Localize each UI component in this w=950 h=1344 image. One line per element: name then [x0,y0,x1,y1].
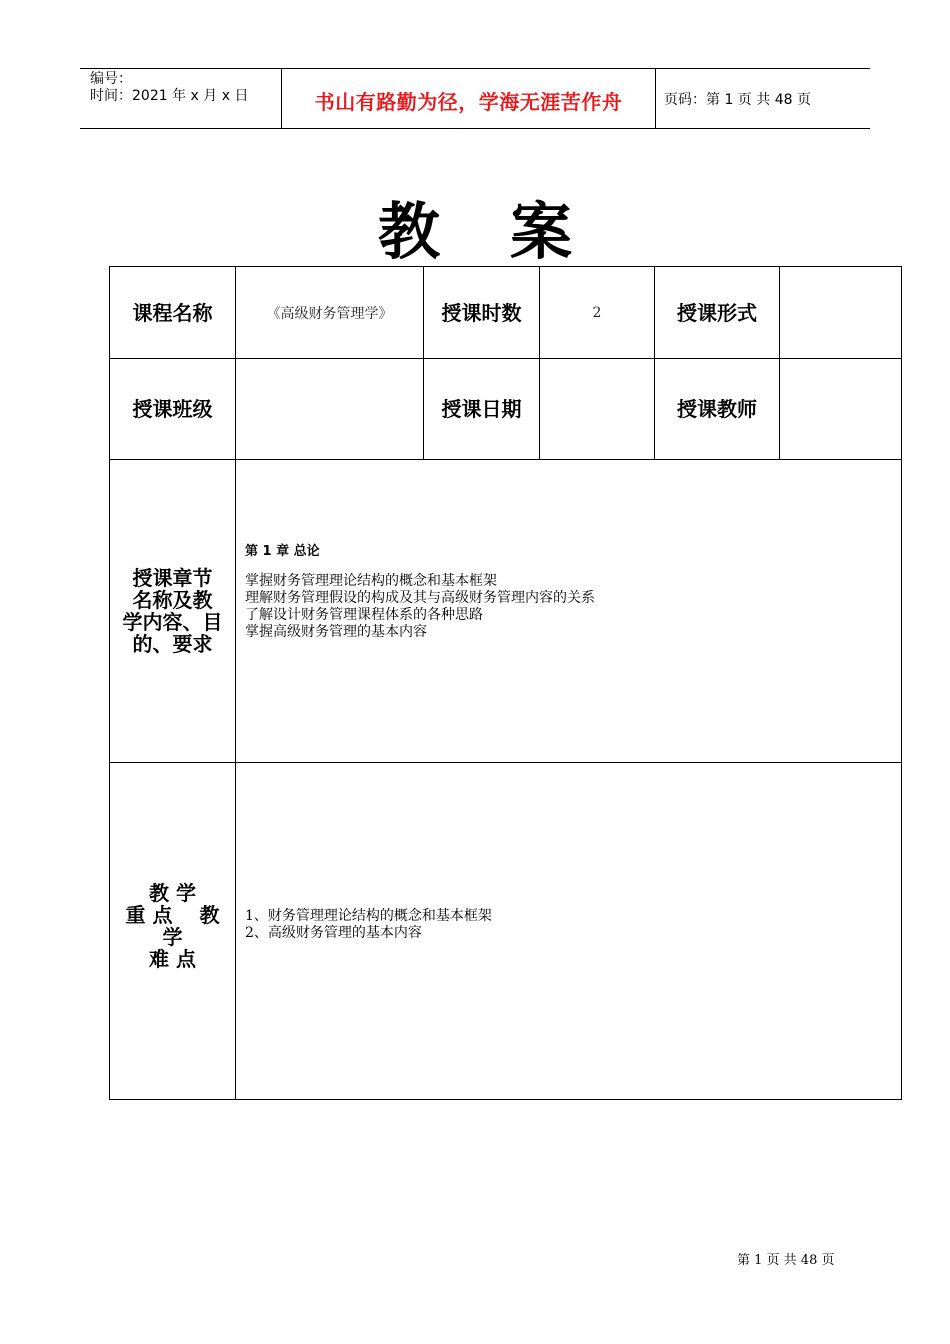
table-row [110,763,902,1100]
key-label-line: 学 [162,925,183,949]
chapter-label-line: 学内容、目 [122,610,223,634]
chapter-content-cell [236,460,902,763]
list-item: 1、财务管理理论结构的概念和基本框架 [245,908,492,924]
chapter-label-cell [110,460,236,763]
form-label: 授课形式 [655,267,780,359]
document-title: 教案 [377,195,642,268]
table-row [110,359,902,460]
key-label-cell [110,763,236,1100]
key-label-line: 重 点 教 [125,903,220,927]
table-row [110,460,902,763]
key-points-list [245,908,901,942]
header-top-rule [80,68,870,69]
course-name-value: 《高级财务管理学》 [236,267,424,359]
time-label: 时间：2021 年 x 月 x 日 [90,88,249,104]
list-item: 2、高级财务管理的基本内容 [245,925,422,941]
course-name-label: 课程名称 [110,267,236,359]
key-points-label [110,882,235,970]
chapter-label [110,567,235,655]
class-value [236,359,424,460]
chapter-title: 第 1 章 总论 [245,544,320,559]
date-label: 授课日期 [424,359,540,460]
header-bottom-rule [80,128,870,129]
serial-label: 编号： [90,71,132,87]
footer-page-number: 第 1 页 共 48 页 [737,1253,835,1268]
key-label-line: 难 点 [149,947,196,971]
teacher-label: 授课教师 [655,359,780,460]
list-item: 了解设计财务管理课程体系的各种思路 [245,607,483,623]
class-label: 授课班级 [110,359,236,460]
objectives-list [245,573,901,641]
hours-label: 授课时数 [424,267,540,359]
header-divider-2 [655,69,656,129]
date-value [540,359,655,460]
header-motto: 书山有路勤为径，学海无涯苦作舟 [314,90,623,114]
header-page-number: 页码：第 1 页 共 48 页 [664,92,811,108]
chapter-label-line: 的、要求 [132,632,213,656]
form-value [780,267,902,359]
table-row [110,267,902,359]
list-item: 掌握财务管理理论结构的概念和基本框架 [245,573,497,589]
hours-value: 2 [540,267,655,359]
list-item: 掌握高级财务管理的基本内容 [245,624,427,640]
teacher-value [780,359,902,460]
key-label-line: 教 学 [149,881,196,905]
header-meta [90,71,248,105]
chapter-label-line: 名称及教 [132,588,213,612]
list-item: 理解财务管理假设的构成及其与高级财务管理内容的关系 [245,590,595,606]
chapter-label-line: 授课章节 [132,566,213,590]
lesson-plan-table [109,266,902,1100]
key-points-cell [236,763,902,1100]
